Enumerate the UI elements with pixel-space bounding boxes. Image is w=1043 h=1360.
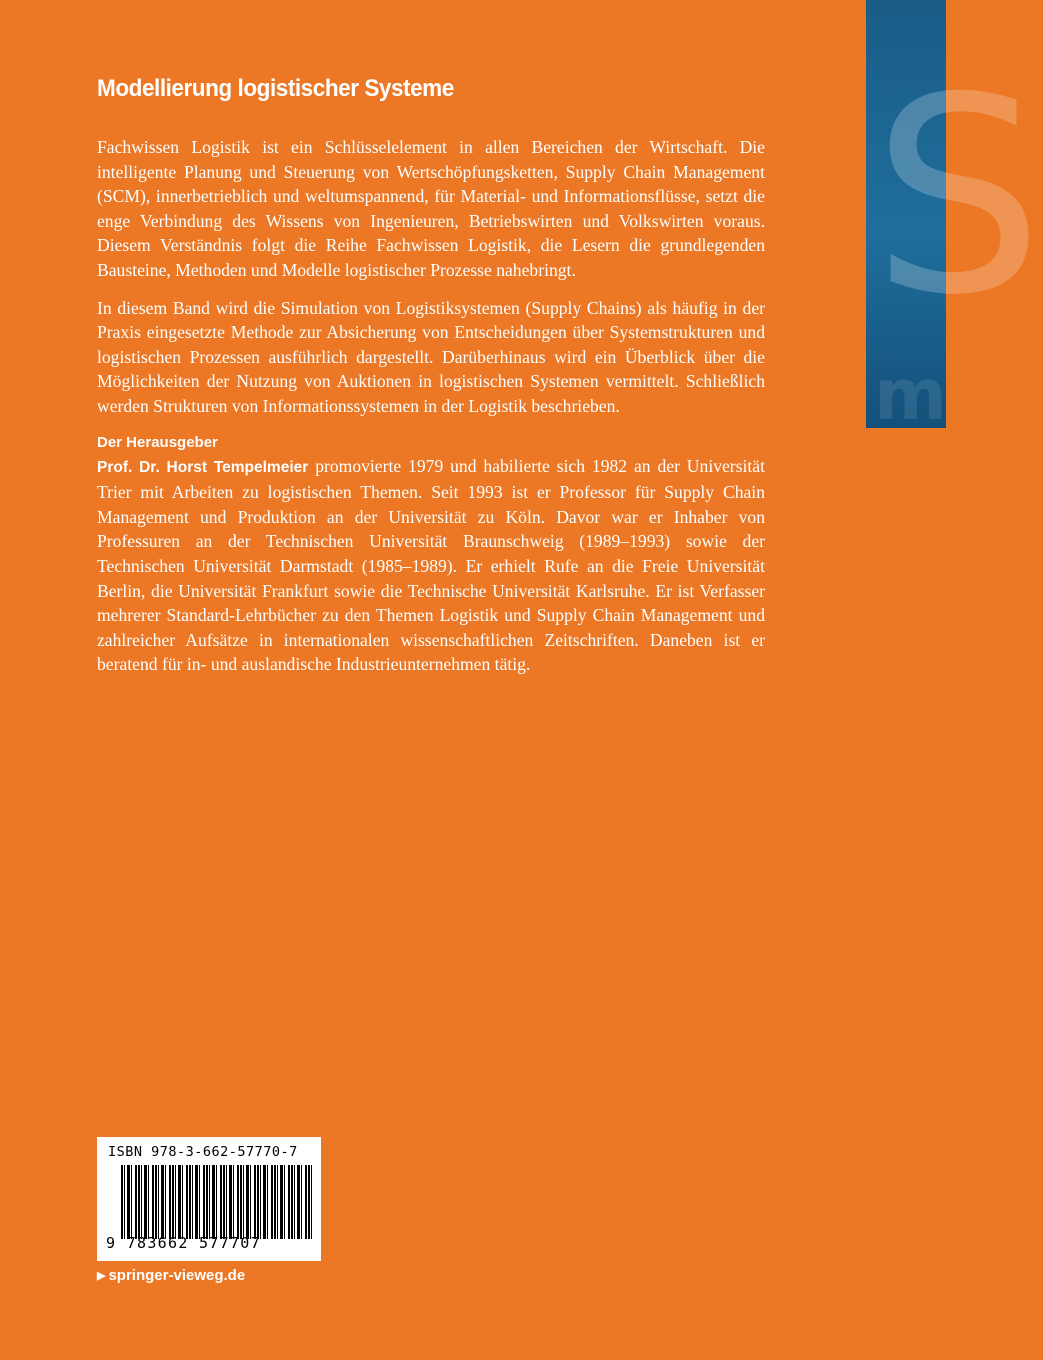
- decorative-letter: m: [874, 354, 947, 436]
- arrow-right-icon: ▶: [97, 1270, 106, 1282]
- website-text: springer-vieweg.de: [108, 1267, 246, 1284]
- back-cover-text: [97, 72, 765, 690]
- barcode-digits: 9 783662 577707: [106, 1234, 261, 1252]
- description-paragraph-2: In diesem Band wird die Simulation von Logistiksystemen (Supply Chains) als häufig in der Praxis eingesetzte Methode zur Absicherung von Entscheidungen über Systemstrukturen und logistischen Prozessen ausführlich dargestellt. Darüberhinaus wird ein Überblick über die Möglichkeiten der Nutzung von Auktionen in logistischen Systemen vermittelt. Schließlich werden Strukturen von Informationssystemen in der Logistik beschrieben.: [97, 297, 765, 416]
- description-paragraph-1: Fachwissen Logistik ist ein Schlüsselelement in allen Bereichen der Wirtschaft. Die intelligente Planung und Steuerung von Wertschöpfungsketten, Supply Chain Management (SCM), innerbetrieblich und weltumspannend, für Material- und Informationsflüsse, setzt die enge Verbindung des Wissens von Ingenieuren, Betriebswirten und Volkswirten voraus. Diesem Verständnis folgt die Reihe Fachwissen Logistik, die Lesern die grundlegenden Bausteine, Methoden und Modelle logistischer Prozesse nahebringt.: [97, 137, 765, 280]
- barcode-bars: [121, 1165, 313, 1239]
- isbn-barcode: [97, 1137, 321, 1261]
- isbn-label: ISBN 978-3-662-57770-7: [108, 1144, 298, 1160]
- editor-name: Prof. Dr. Horst Tempelmeier: [97, 458, 309, 476]
- cover-accent-strip: [866, 0, 1043, 436]
- editor-heading: Der Herausgeber: [97, 433, 218, 451]
- book-title: Modellierung logistischer Systeme: [97, 75, 454, 102]
- publisher-website[interactable]: [97, 1266, 245, 1286]
- editor-bio: [97, 454, 765, 677]
- editor-bio-text: promovierte 1979 und habilierte sich 1982 an der Universität Trier mit Arbeiten zu logistischen Themen. Seit 1993 ist er Professor für Supply Chain Management und Produktion an der Universität zu Köln. Davor war er Inhaber von Professuren an der Technischen Universität Braunschweig (1989–1993) sowie der Technischen Universität Darmstadt (1985–1989). Er erhielt Rufe an die Freie Universität Berlin, die Universität Frankfurt sowie die Technische Universität Karlsruhe. Er ist Verfasser mehrerer Standard-Lehrbücher zu den Themen Logistik und Supply Chain Management und zahlreicher Aufsätze in internationalen wissenschaftlichen Zeitschriften. Daneben ist er beratend für in- und auslandische Industrieunternehmen tätig.: [97, 455, 765, 675]
- decorative-letter: S: [872, 39, 1043, 354]
